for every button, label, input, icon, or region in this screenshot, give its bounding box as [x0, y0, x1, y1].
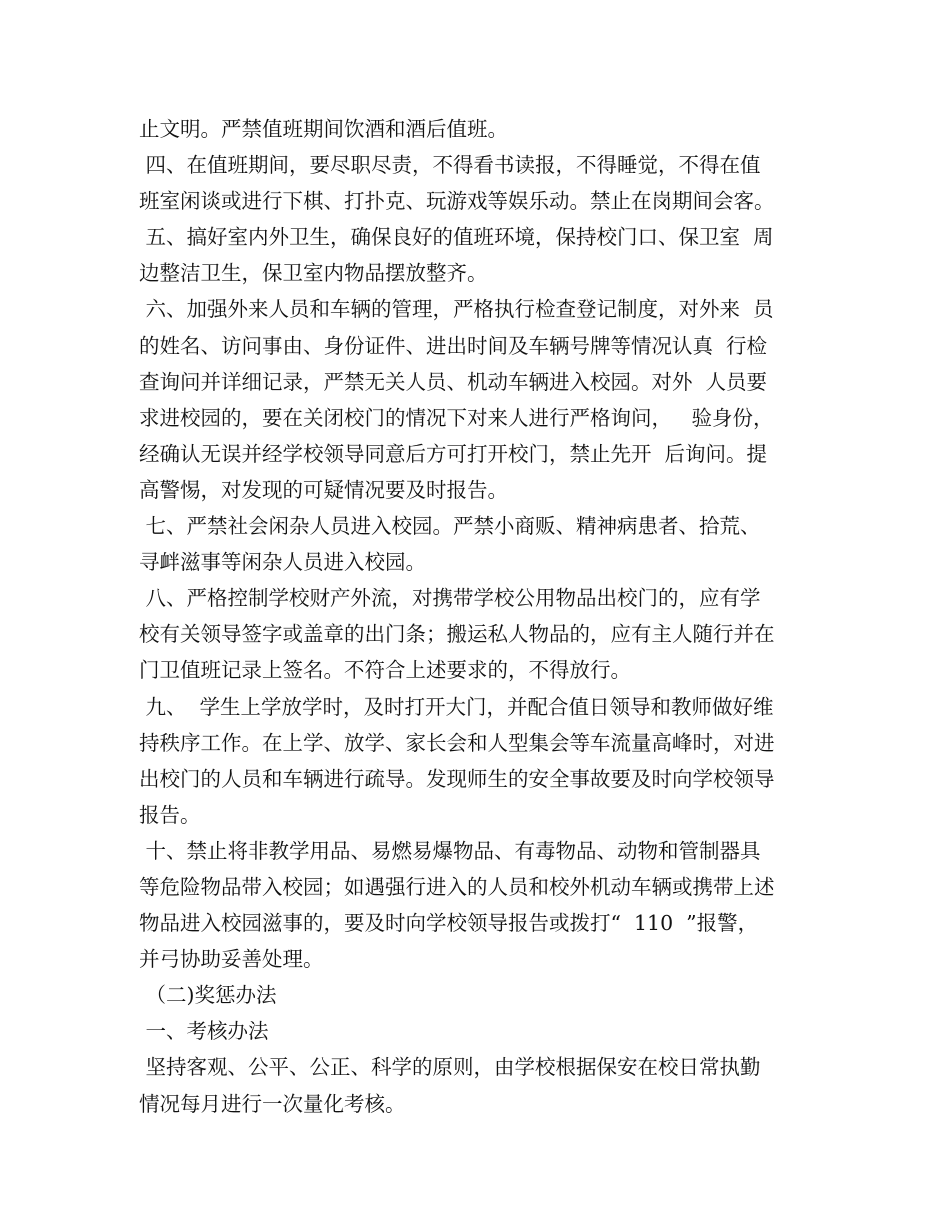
text-line: 持秩序工作。在上学、放学、家长会和人型集会等车流量高峰时，对进 [139, 730, 775, 755]
text-line: 的姓名、访问事由、身份证件、进出时间及车辆号牌等情况认真 行检 [139, 333, 768, 358]
text-line: 查询问并详细记录，严禁无关人员、机动车辆进入校园。对外 人员要 [139, 369, 768, 394]
text-line: 七、严禁社会闲杂人员进入校园。严禁小商贩、精神病患者、拾荒、 [139, 514, 761, 539]
text-line: 一、考核办法 [139, 1019, 269, 1044]
document-body [139, 111, 819, 1122]
text-line: 出校门的人员和车辆进行疏导。发现师生的安全事故要及时向学校领导 [139, 766, 775, 791]
text-line: 四、在值班期间，要尽职尽责，不得看书读报，不得睡觉，不得在值 [139, 153, 761, 178]
text-line: 报告。 [139, 802, 201, 827]
text-line: 经确认无误并经学校领导同意后方可打开校门，禁止先开 后询问。提 [139, 441, 768, 466]
text-line: 等危险物品带入校园；如遇强行进入的人员和校外机动车辆或携带上述 [139, 874, 775, 899]
text-line: 八、严格控制学校财产外流，对携带学校公用物品出校门的，应有学 [139, 586, 761, 611]
text-line: 止文明。严禁值班期间饮酒和酒后值班。 [139, 117, 508, 141]
text-line: 情况每月进行一次量化考核。 [139, 1091, 406, 1116]
text-line: 物品进入校园滋事的，要及时向学校领导报告或拨打“ 110 ”报警， [139, 911, 759, 936]
text-line: 寻衅滋事等闲杂人员进入校园。 [139, 550, 426, 575]
text-line: 坚持客观、公平、公正、科学的原则，由学校根据保安在校日常执勤 [139, 1055, 761, 1080]
text-line: 五、搞好室内外卫生，确保良好的值班环境，保持校门口、保卫室 周 [139, 225, 774, 250]
text-line: 班室闲谈或进行下棋、打扑克、玩游戏等娱乐动。禁止在岗期间会客。 [139, 189, 775, 214]
text-line: 九、 学生上学放学时，及时打开大门，并配合值日领导和教师做好维 [139, 694, 774, 719]
text-line: 并弓协助妥善处理。 [139, 947, 324, 972]
text-line: 十、禁止将非教学用品、易燃易爆物品、有毒物品、动物和管制器具 [139, 838, 761, 863]
text-line: （二)奖惩办法 [139, 983, 277, 1008]
text-line: 校有关领导签字或盖章的出门条；搬运私人物品的，应有主人随行并在 [139, 622, 775, 647]
text-line: 门卫值班记录上签名。不符合上述要求的，不得放行。 [139, 658, 631, 683]
text-line: 高警惕，对发现的可疑情况要及时报告。 [139, 477, 508, 502]
text-line: 求进校园的，要在关闭校门的情况下对来人进行严格询问， 验身份， [139, 405, 774, 430]
text-line: 边整洁卫生，保卫室内物品摆放整齐。 [139, 261, 488, 286]
text-line: 六、加强外来人员和车辆的管理，严格执行检查登记制度，对外来 员 [139, 297, 774, 322]
